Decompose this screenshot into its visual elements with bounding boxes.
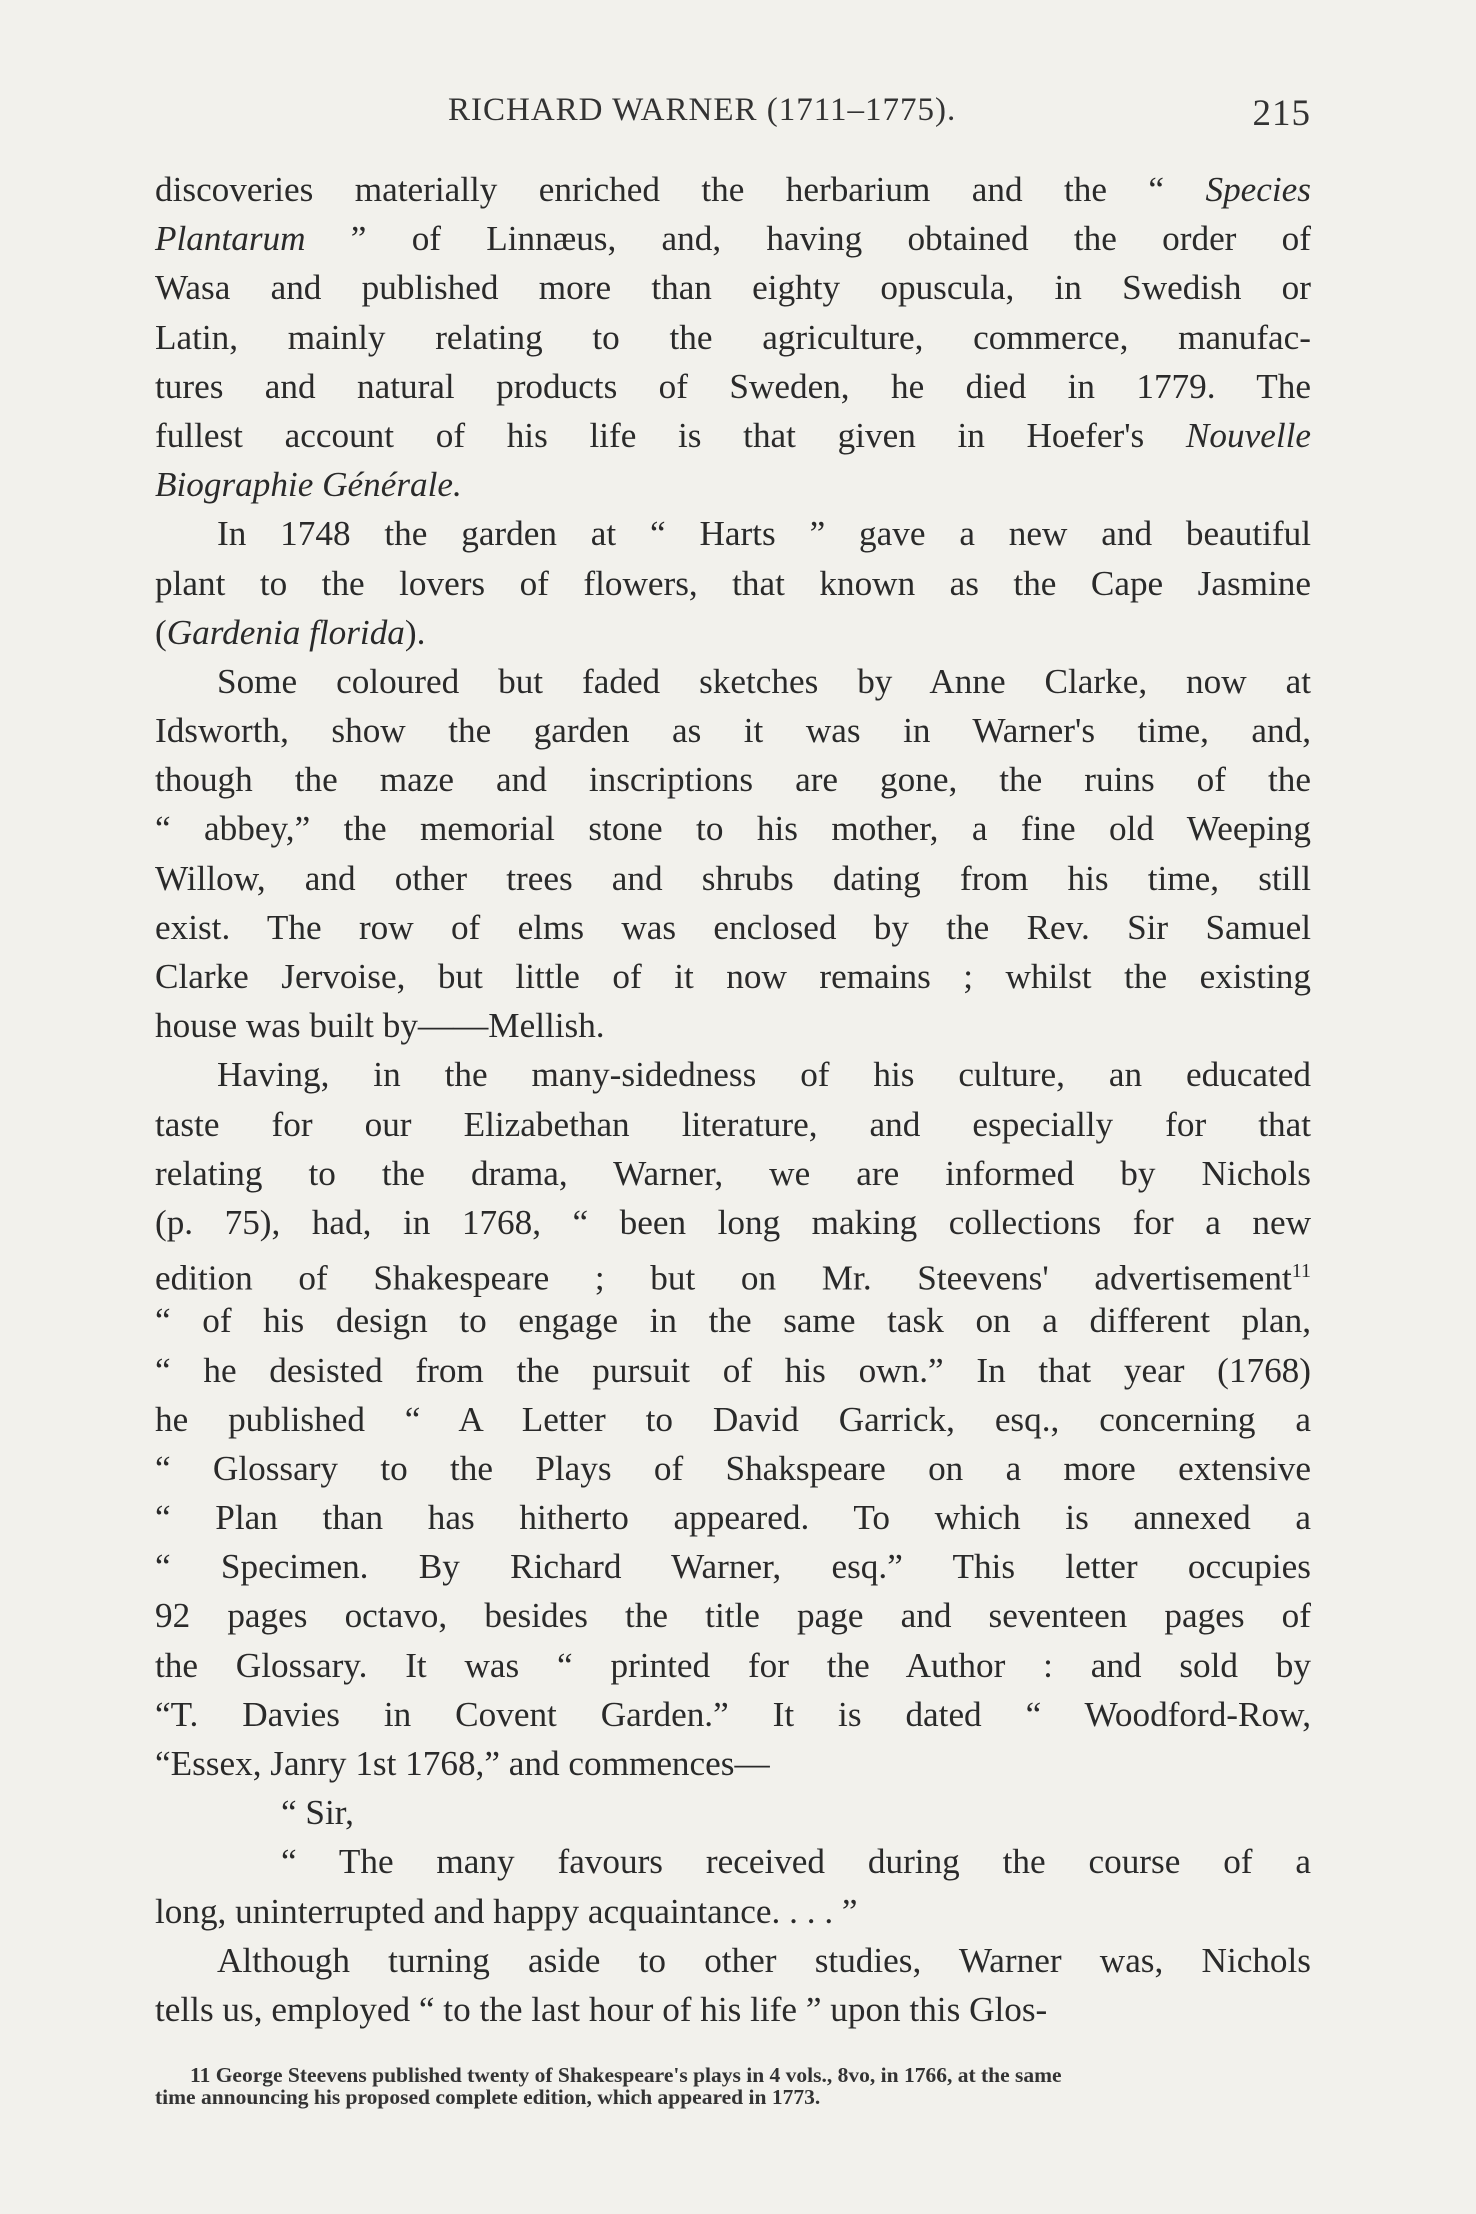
- text-segment: relating to the drama, Warner, we are informed by Nichols: [155, 1153, 1311, 1193]
- text-line: [155, 1542, 1311, 1591]
- text-segment: “ of his design to engage in the same task on a different plan,: [155, 1301, 1311, 1341]
- text-segment: tures and natural products of Sweden, he died in 1779. The: [155, 366, 1311, 406]
- text-segment: he published “ A Letter to David Garrick, esq., concerning a: [155, 1399, 1311, 1439]
- text-segment: Idsworth, show the garden as it was in Warner's time, and,: [155, 711, 1311, 751]
- text-segment: 92 pages octavo, besides the title page and seventeen pages of: [155, 1596, 1311, 1636]
- text-line: [155, 411, 1311, 460]
- italic-text: Biographie Générale.: [155, 465, 462, 505]
- text-line: [155, 1493, 1311, 1542]
- text-line: [155, 903, 1311, 952]
- text-line: [155, 460, 1311, 509]
- text-segment: discoveries materially enriched the herbarium and the “: [155, 170, 1206, 209]
- text-line: [155, 706, 1311, 755]
- text-line: [155, 214, 1311, 263]
- text-segment: Latin, mainly relating to the agriculture, commerce, manufac-: [155, 317, 1311, 357]
- text-line: [155, 509, 1311, 558]
- text-segment: “ Specimen. By Richard Warner, esq.” This letter occupies: [155, 1547, 1311, 1587]
- italic-text: Gardenia florida: [166, 612, 405, 652]
- text-line: [155, 263, 1311, 312]
- text-line: [155, 1395, 1311, 1444]
- text-segment: Clarke Jervoise, but little of it now remains ; whilst the existing: [155, 957, 1311, 996]
- text-segment: Having, in the many-sidedness of his culture, an educated: [217, 1055, 1311, 1095]
- text-segment: the Glossary. It was “ printed for the Author : and sold by: [155, 1645, 1311, 1685]
- text-segment: ” of Linnæus, and, having obtained the order of: [305, 219, 1311, 259]
- text-segment: though the maze and inscriptions are gone, the ruins of the: [155, 760, 1311, 800]
- text-segment: house was built by——Mellish.: [155, 1006, 605, 1046]
- text-line: [155, 1444, 1311, 1493]
- footnote-line: time announcing his proposed complete edition, which appeared in 1773.: [155, 2085, 821, 2109]
- italic-text: Plantarum: [155, 219, 306, 259]
- text-segment: (p. 75), had, in 1768, “ been long making collections for a new: [155, 1202, 1311, 1242]
- text-segment: tells us, employed “ to the last hour of his life ” upon this Glos-: [155, 1989, 1048, 2029]
- text-line: [155, 804, 1311, 853]
- text-line: [155, 1690, 1311, 1739]
- text-line: [155, 755, 1311, 804]
- text-line: [155, 1149, 1311, 1198]
- text-segment: “ Plan than has hitherto appeared. To which is annexed a: [155, 1498, 1311, 1538]
- text-line: [155, 854, 1311, 903]
- text-segment: ).: [404, 612, 426, 652]
- italic-text: Nouvelle: [1185, 415, 1311, 455]
- text-line: [155, 362, 1311, 411]
- text-line: [155, 559, 1311, 608]
- text-line: [155, 1837, 1311, 1886]
- text-segment: exist. The row of elms was enclosed by the Rev. Sir Samuel: [155, 907, 1311, 947]
- text-segment: taste for our Elizabethan literature, and especially for that: [155, 1104, 1311, 1144]
- text-line: [155, 1198, 1311, 1247]
- text-line: [155, 952, 1311, 1001]
- text-line: [155, 1641, 1311, 1690]
- text-line: [155, 1050, 1311, 1099]
- text-segment: Although turning aside to other studies, Warner was, Nichols: [217, 1940, 1311, 1980]
- text-segment: plant to the lovers of flowers, that known as the Cape Jasmine: [155, 563, 1311, 603]
- text-segment: Some coloured but faded sketches by Anne Clarke, now at: [217, 661, 1311, 701]
- text-segment: “ Glossary to the Plays of Shakspeare on a more extensive: [155, 1448, 1311, 1488]
- text-segment: “ abbey,” the memorial stone to his mother, a fine old Weeping: [155, 809, 1311, 849]
- body-text: [155, 165, 1311, 2034]
- text-line: [155, 1788, 1311, 1837]
- text-line: [155, 1985, 1311, 2034]
- text-line: [155, 165, 1311, 214]
- text-line: [155, 1887, 1311, 1936]
- text-line: [155, 1591, 1311, 1640]
- text-line: [155, 1100, 1311, 1149]
- text-segment: “T. Davies in Covent Garden.” It is dated “ Woodford-Row,: [155, 1694, 1311, 1734]
- text-line: [155, 657, 1311, 706]
- text-segment: “ he desisted from the pursuit of his own.” In that year (1768): [155, 1350, 1311, 1390]
- text-segment: edition of Shakespeare ; but on Mr. Steevens' advertisement: [155, 1258, 1292, 1298]
- text-line: [155, 608, 1311, 657]
- text-line: [155, 1001, 1311, 1050]
- text-segment: “ The many favours received during the course of a: [281, 1842, 1311, 1882]
- text-segment: Wasa and published more than eighty opuscula, in Swedish or: [155, 268, 1311, 308]
- running-title: RICHARD WARNER (1711–1775).: [448, 92, 957, 128]
- text-segment: “ Sir,: [281, 1793, 354, 1833]
- text-segment: Willow, and other trees and shrubs dating from his time, still: [155, 858, 1311, 898]
- footnote: [155, 2064, 1311, 2108]
- text-line: [155, 1739, 1311, 1788]
- text-segment: (: [155, 612, 167, 652]
- text-line: [155, 313, 1311, 362]
- footnote-ref: 11: [1291, 1260, 1311, 1283]
- page-number: 215: [1252, 93, 1311, 134]
- text-line: [155, 1247, 1311, 1296]
- text-segment: In 1748 the garden at “ Harts ” gave a new and beautiful: [217, 514, 1311, 554]
- italic-text: Species: [1205, 170, 1311, 209]
- text-segment: fullest account of his life is that given in Hoefer's: [155, 415, 1186, 455]
- text-segment: “Essex, Janry 1st 1768,” and commences—: [155, 1744, 770, 1783]
- text-line: [155, 1296, 1311, 1345]
- text-line: [155, 1346, 1311, 1395]
- text-segment: long, uninterrupted and happy acquaintance. . . . ”: [155, 1891, 858, 1931]
- footnote-line: 11 George Steevens published twenty of Shakespeare's plays in 4 vols., 8vo, in 1766, at the same: [190, 2063, 1062, 2087]
- text-line: [155, 1936, 1311, 1985]
